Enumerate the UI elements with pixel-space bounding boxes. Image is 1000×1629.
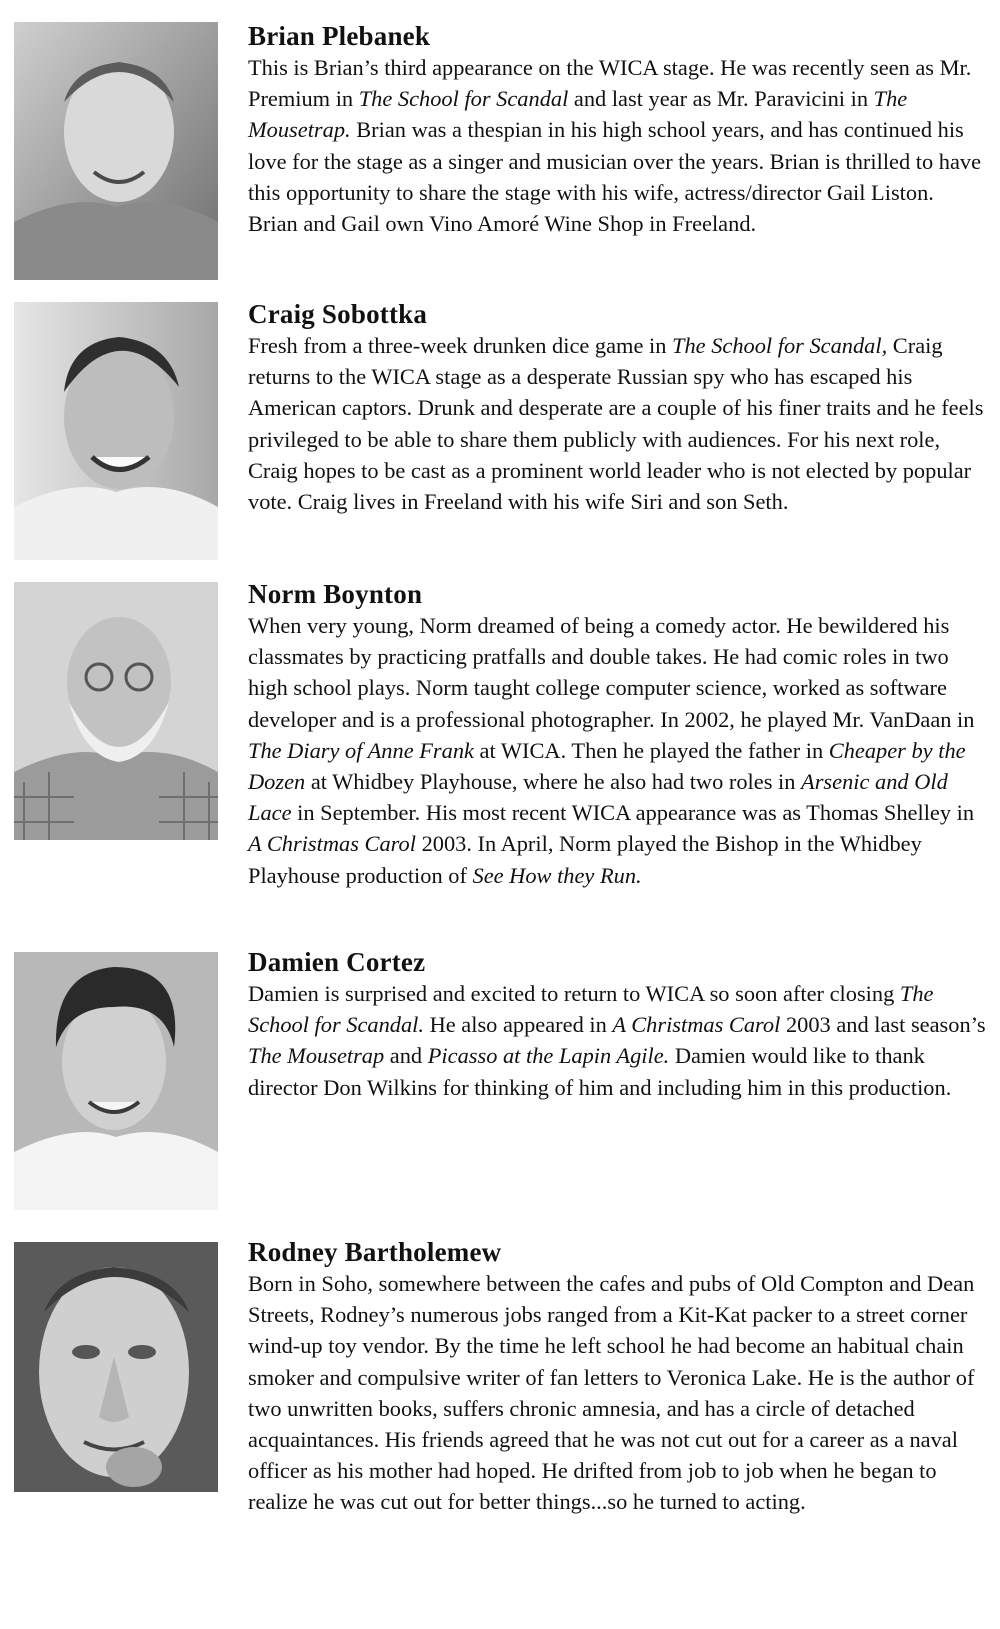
bio-text: Craig returns to the WICA stage as a desperate Russian spy who has escaped his American captors. Drunk and desperate are a couple of his finer traits and he feels privileged to be able to share them publicly with audiences. For his next role, Craig hopes to be cast as a prominent world leader who is not elected by popular vote. Craig lives in Freeland with his wife Siri and son Seth. bbox=[248, 333, 984, 515]
headshot-photo bbox=[14, 302, 218, 560]
actor-name: Brian Plebanek bbox=[248, 21, 431, 51]
bio-text: When very young, Norm dreamed of being a comedy actor. He bewildered his classmates by practicing pratfalls and double takes. He had comic roles in two high school plays. Norm taught college computer science, worked as software developer and is a professional photographer. In 2002, he played Mr. VanDaan in bbox=[248, 613, 975, 732]
actor-bio bbox=[248, 1268, 986, 1518]
actor-bio bbox=[248, 610, 986, 891]
work-title: The Diary of Anne Frank bbox=[248, 737, 474, 763]
actor-name: Craig Sobottka bbox=[248, 299, 428, 329]
work-title: See How they Run. bbox=[472, 862, 642, 888]
actor-bio bbox=[248, 52, 986, 239]
bio-text: Born in Soho, somewhere between the cafes and pubs of Old Compton and Dean Streets, Rodney’s numerous jobs ranged from a Kit-Kat packer to a street corner wind-up toy vendor. By the time he left school he had become an habitual chain smoker and compulsive writer of fan letters to Veronica Lake. He is the author of two unwritten books, suffers chronic amnesia, and has a circle of detached acquaintances. His friends agreed that he was not cut out for a career as a naval officer as his mother had hoped. He drifted from job to job when he began to realize he was cut out for better things...so he turned to acting. bbox=[248, 1271, 975, 1515]
headshot-photo bbox=[14, 582, 218, 840]
bio-text: in September. His most recent WICA appearance was as Thomas Shelley in bbox=[291, 800, 975, 826]
actor-name: Norm Boynton bbox=[248, 579, 423, 609]
bio-text: and bbox=[384, 1043, 428, 1069]
work-title: The Mousetrap bbox=[248, 1043, 385, 1069]
bio-text: 2003. In April, Norm played the Bishop in the Whidbey Playhouse production of bbox=[248, 831, 922, 888]
actor-name: Rodney Bartholemew bbox=[248, 1237, 502, 1267]
bio-text: Damien is surprised and excited to return to WICA so soon after closing bbox=[248, 981, 900, 1006]
actor-bio bbox=[248, 978, 986, 1103]
work-title: A Christmas Carol bbox=[248, 831, 416, 857]
work-title: The Mousetrap. bbox=[248, 86, 908, 143]
bio-text: 2003 and last season’s bbox=[780, 1012, 986, 1038]
bio-text: Damien would like to thank director Don Wilkins for thinking of him and including him in this production. bbox=[248, 1043, 952, 1100]
actor-bio bbox=[248, 330, 986, 517]
bio-text: Brian was a thespian in his high school years, and has continued his love for the stage as a singer and musician over the years. Brian is thrilled to have this opportunity to share the stage with his wife, actress/director Gail Liston. Brian and Gail own Vino Amoré Wine Shop in Freeland. bbox=[248, 117, 982, 237]
bio-text: He also appeared in bbox=[424, 1012, 613, 1038]
bio-text: and last year as Mr. Paravicini in bbox=[568, 86, 874, 112]
work-title: The School for Scandal bbox=[358, 86, 569, 112]
work-title: Arsenic and Old Lace bbox=[248, 769, 948, 826]
bio-text: at WICA. Then he played the father in bbox=[473, 737, 829, 763]
work-title: Picasso at the Lapin Agile. bbox=[427, 1043, 670, 1069]
work-title: A Christmas Carol bbox=[612, 1012, 781, 1038]
bio-text: at Whidbey Playhouse, where he also had two roles in bbox=[305, 769, 802, 795]
headshot-photo bbox=[14, 952, 218, 1210]
work-title: Cheaper by the Dozen bbox=[248, 737, 966, 795]
actor-name: Damien Cortez bbox=[248, 947, 426, 977]
mask-photo bbox=[14, 1242, 218, 1492]
bio-text: This is Brian’s third appearance on the WICA stage. He was recently seen as Mr. Premium in bbox=[248, 55, 972, 112]
bio-text: Fresh from a three-week drunken dice game in bbox=[248, 333, 673, 358]
headshot-photo bbox=[14, 22, 218, 280]
work-title: The School for Scandal, bbox=[672, 333, 888, 358]
work-title: The School for Scandal. bbox=[248, 981, 934, 1038]
